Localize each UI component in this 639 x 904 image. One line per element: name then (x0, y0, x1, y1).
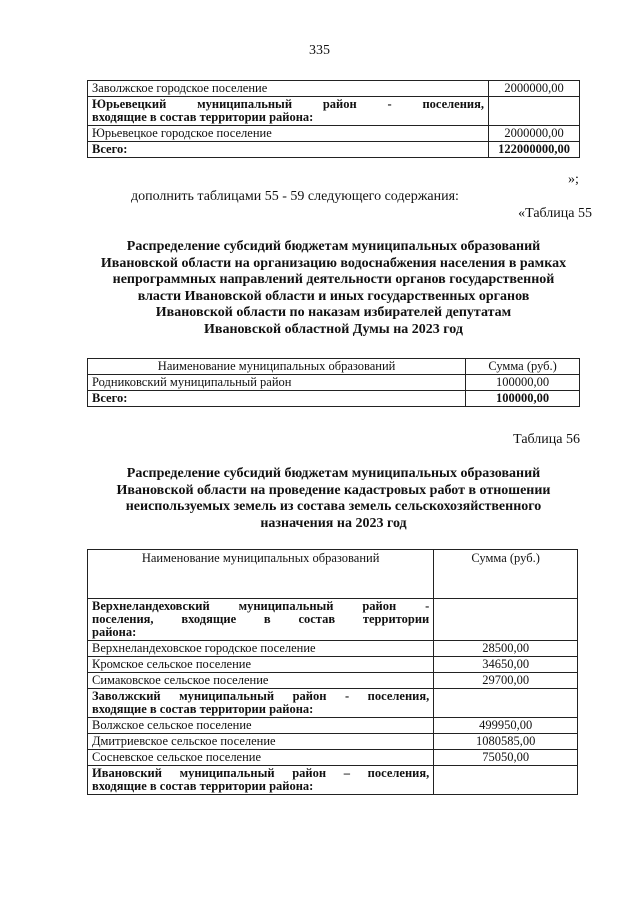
row-sum (434, 689, 578, 718)
table-55-heading (87, 239, 580, 338)
row-sum (434, 599, 578, 641)
row-name: Дмитриевское сельское поселение (88, 734, 434, 750)
page-number: 335 (309, 43, 330, 58)
table-row (88, 375, 580, 391)
row-name-line: поселения, входящие в состав территории (92, 612, 430, 626)
row-name-line: Верхнеландеховский муниципальный район - (92, 599, 430, 613)
closing-quote: »; (568, 172, 579, 187)
row-sum: 28500,00 (434, 641, 578, 657)
table-56-heading (87, 466, 580, 532)
heading-line: неиспользуемых земель из состава земель сельскохозяйственного (125, 499, 542, 514)
header-sum: Сумма (руб.) (434, 550, 578, 599)
table-row (88, 766, 578, 795)
row-name-line: входящие в состав территории района: (92, 702, 314, 716)
row-name-line: входящие в состав территории района: (92, 110, 314, 124)
row-name-line: Заволжский муниципальный район - поселения, (92, 689, 430, 703)
table-header-row (88, 550, 578, 599)
row-sum: 100000,00 (466, 375, 580, 391)
heading-line: непрограммных направлений деятельности органов государственной (112, 272, 555, 287)
heading-line: Ивановской области на проведение кадастровых работ в отношении (116, 482, 551, 498)
row-name: Родниковский муниципальный район (88, 375, 466, 391)
table-row (88, 599, 578, 641)
table-row (88, 734, 578, 750)
row-name: Верхнеландеховское городское поселение (88, 641, 434, 657)
table-55-label: «Таблица 55 (518, 206, 592, 221)
paragraph: дополнить таблицами 55 - 59 следующего содержания: (131, 189, 459, 204)
row-name-line: Юрьевецкий муниципальный район - поселения, (92, 97, 485, 111)
row-name (88, 766, 434, 795)
row-sum (489, 97, 580, 126)
row-sum: 122000000,00 (489, 142, 580, 158)
table-56 (87, 549, 578, 795)
table-row (88, 718, 578, 734)
table-56-label: Таблица 56 (513, 432, 580, 447)
row-name (88, 689, 434, 718)
heading-line: Распределение субсидий бюджетам муниципальных образований (126, 466, 541, 481)
table-row (88, 126, 580, 142)
row-name: Всего: (88, 391, 466, 407)
table-row (88, 689, 578, 718)
table-row (88, 673, 578, 689)
heading-line: Ивановской области по наказам избирателей депутатам (155, 305, 512, 320)
row-sum (434, 766, 578, 795)
row-sum: 1080585,00 (434, 734, 578, 750)
heading-line: назначения на 2023 год (260, 515, 407, 531)
row-name: Юрьевецкое городское поселение (88, 126, 489, 142)
table-row (88, 750, 578, 766)
row-name-line: входящие в состав территории района: (92, 779, 314, 793)
heading-line: Ивановской областной Думы на 2023 год (204, 321, 463, 337)
row-name: Симаковское сельское поселение (88, 673, 434, 689)
row-sum: 29700,00 (434, 673, 578, 689)
table-continuation (87, 80, 580, 158)
table-row (88, 657, 578, 673)
header-name: Наименование муниципальных образований (88, 550, 434, 599)
row-name: Волжское сельское поселение (88, 718, 434, 734)
table-header-row (88, 359, 580, 375)
header-name: Наименование муниципальных образований (88, 359, 466, 375)
row-name-line: района: (92, 625, 137, 639)
row-name (88, 97, 489, 126)
row-sum: 100000,00 (466, 391, 580, 407)
table-55 (87, 358, 580, 407)
row-sum: 75050,00 (434, 750, 578, 766)
header-sum: Сумма (руб.) (466, 359, 580, 375)
row-sum: 499950,00 (434, 718, 578, 734)
table-row (88, 641, 578, 657)
row-name: Заволжское городское поселение (88, 81, 489, 97)
table-row (88, 81, 580, 97)
table-row (88, 97, 580, 126)
heading-line: Распределение субсидий бюджетам муниципальных образований (126, 239, 541, 254)
table-row (88, 391, 580, 407)
heading-line: власти Ивановской области и иных государственных органов (137, 288, 530, 304)
row-sum: 34650,00 (434, 657, 578, 673)
row-name: Кромское сельское поселение (88, 657, 434, 673)
row-name: Всего: (88, 142, 489, 158)
row-name-line: Ивановский муниципальный район – поселения, (92, 766, 430, 780)
row-sum: 2000000,00 (489, 81, 580, 97)
row-name (88, 599, 434, 641)
row-sum: 2000000,00 (489, 126, 580, 142)
heading-line: Ивановской области на организацию водоснабжения населения в рамках (100, 255, 567, 271)
row-name: Сосневское сельское поселение (88, 750, 434, 766)
table-row (88, 142, 580, 158)
